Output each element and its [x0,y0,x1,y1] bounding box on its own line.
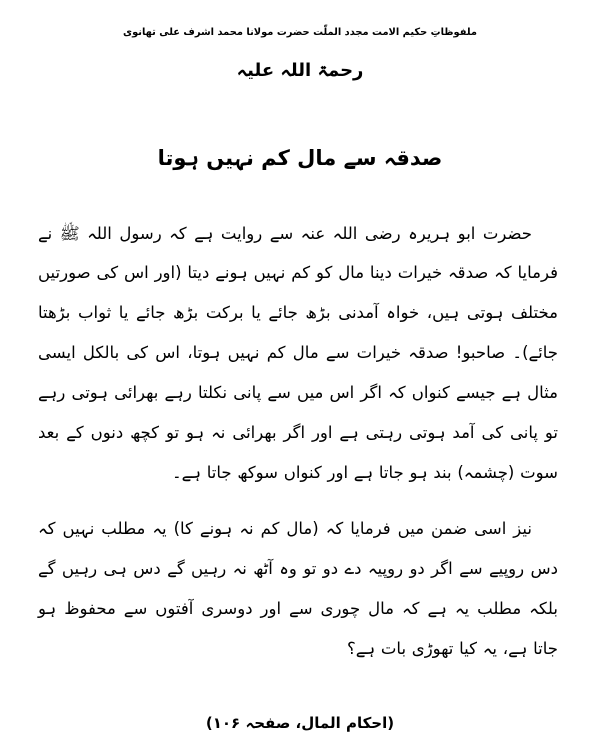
paragraph-1-text: حضرت ابو ہریرہ رضی اللہ عنہ سے روایت ہے کہ رسول اللہ ﷺ نے فرمایا کہ صدقہ خیرات دینا مال کو کم نہیں ہونے دیتا (اور اس کی صورتیں مختلف ہوتی ہیں، خواہ آمدنی بڑھ جائے یا برکت بڑھ جائے یا ثواب بڑھتا جائے)۔ صاحبو! صدقہ خیرات سے مال کم نہیں ہوتا، اس کی بالکل ایسی مثال ہے جیسے کنواں کہ اگر اس میں سے پانی نکلتا رہے بھرائی ہوتی رہے تو پانی کی آمد ہوتی رہتی ہے اور اگر بھرائی نہ ہو تو کچھ دنوں کے بعد سوت (چشمہ) بند ہو جاتا ہے اور کنواں سوکھ جاتا ہے۔ [38,223,558,483]
paragraph-2-text: نیز اسی ضمن میں فرمایا کہ (مال کم نہ ہونے کا) یہ مطلب نہیں کہ دس روپیے سے اگر دو روپیہ دے دو تو وہ آٹھ نہ رہیں گے دس ہی رہیں گے بلکہ مطلب یہ ہے کہ مال چوری سے اور دوسری آفتوں سے محفوظ ہو جاتا ہے، یہ کیا تھوڑی بات ہے؟ [38,519,558,659]
paragraph-1 [38,214,558,493]
author-honorific: رحمۃ اللہ علیہ [236,59,364,81]
document-title: ملفوظاتِ حکیم الامت مجدد الملّت حضرت مولانا محمد اشرف علی تھانوی [123,27,477,38]
paragraph-2 [38,509,558,669]
source-citation: (احکام المال، صفحہ ۱۰۶) [205,714,395,732]
body-content [0,214,600,670]
title-block [0,0,600,84]
section-heading: صدقہ سے مال کم نہیں ہوتا [157,145,443,170]
